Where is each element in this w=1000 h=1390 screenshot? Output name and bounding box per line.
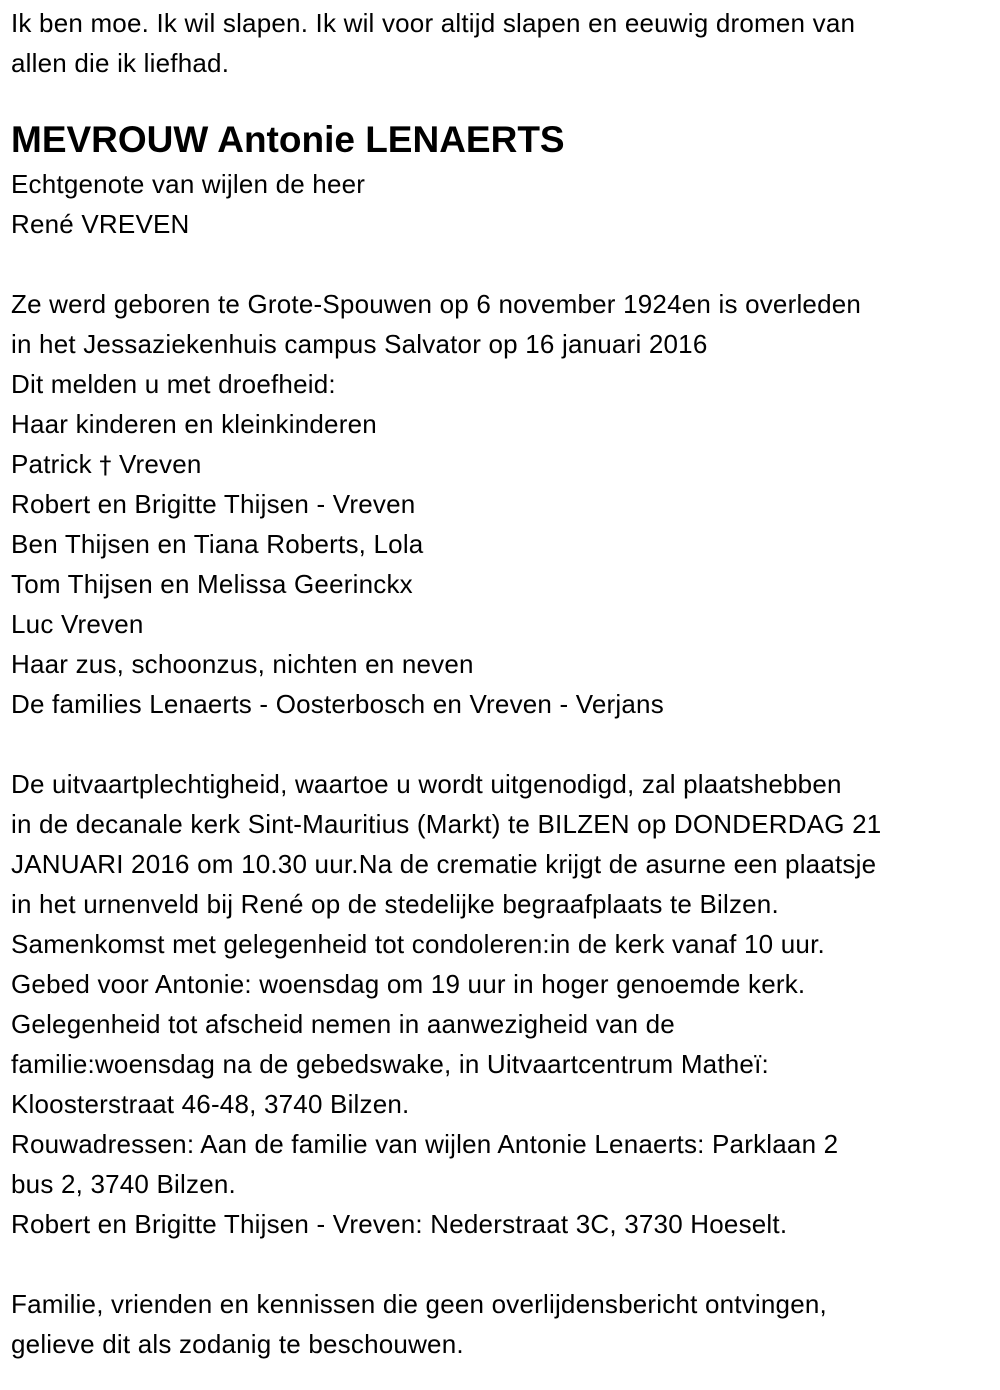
cross-icon: † [99, 451, 112, 479]
ceremony-line: Robert en Brigitte Thijsen - Vreven: Nederstraat 3C, 3730 Hoeselt. [11, 1209, 788, 1239]
family-member: Luc Vreven [11, 609, 144, 639]
patrick-first-name: Patrick [11, 449, 92, 479]
family-member: Haar zus, schoonzus, nichten en neven [11, 649, 474, 679]
family-member: Robert en Brigitte Thijsen - Vreven [11, 489, 416, 519]
ceremony-line: bus 2, 3740 Bilzen. [11, 1169, 236, 1199]
obituary-document [11, 3, 993, 1364]
ceremony-line: JANUARI 2016 om 10.30 uur.Na de crematie krijgt de asurne een plaatsje [11, 849, 877, 879]
birth-death-line: in het Jessaziekenhuis campus Salvator op 16 januari 2016 [11, 329, 708, 359]
ceremony-line: Gelegenheid tot afscheid nemen in aanwezigheid van de [11, 1009, 675, 1039]
intro-line: Ik ben moe. Ik wil slapen. Ik wil voor altijd slapen en eeuwig dromen van [11, 8, 856, 38]
closing-line: Familie, vrienden en kennissen die geen overlijdensbericht ontvingen, [11, 1289, 827, 1319]
family-member: Ben Thijsen en Tiana Roberts, Lola [11, 529, 424, 559]
intro-line: allen die ik liefhad. [11, 48, 230, 78]
deceased-name: MEVROUW Antonie LENAERTS [11, 119, 565, 160]
patrick-last-name: Vreven [118, 449, 202, 479]
ceremony-line: De uitvaartplechtigheid, waartoe u wordt uitgenodigd, zal plaatshebben [11, 769, 842, 799]
spacer [11, 244, 993, 284]
family-member: Tom Thijsen en Melissa Geerinckx [11, 569, 413, 599]
ceremony-line: Rouwadressen: Aan de familie van wijlen Antonie Lenaerts: Parklaan 2 [11, 1129, 839, 1159]
birth-death-line: Ze werd geboren te Grote-Spouwen op 6 november 1924en is overleden [11, 289, 862, 319]
ceremony-line: Gebed voor Antonie: woensdag om 19 uur in hoger genoemde kerk. [11, 969, 806, 999]
closing-line: gelieve dit als zodanig te beschouwen. [11, 1329, 464, 1359]
ceremony-line: in de decanale kerk Sint-Mauritius (Markt) te BILZEN op DONDERDAG 21 [11, 809, 882, 839]
spouse-line: René VREVEN [11, 209, 190, 239]
ceremony-line: in het urnenveld bij René op de stedelijke begraafplaats te Bilzen. [11, 889, 779, 919]
family-heading: Haar kinderen en kleinkinderen [11, 409, 377, 439]
spacer [11, 1244, 993, 1284]
family-member: De families Lenaerts - Oosterbosch en Vreven - Verjans [11, 689, 664, 719]
ceremony-line: familie:woensdag na de gebedswake, in Uitvaartcentrum Matheï: [11, 1049, 769, 1079]
spouse-line: Echtgenote van wijlen de heer [11, 169, 366, 199]
spacer [11, 724, 993, 764]
family-member-patrick [11, 444, 993, 484]
announce-label: Dit melden u met droefheid: [11, 369, 336, 399]
ceremony-line: Samenkomst met gelegenheid tot condoleren:in de kerk vanaf 10 uur. [11, 929, 825, 959]
ceremony-line: Kloosterstraat 46-48, 3740 Bilzen. [11, 1089, 410, 1119]
